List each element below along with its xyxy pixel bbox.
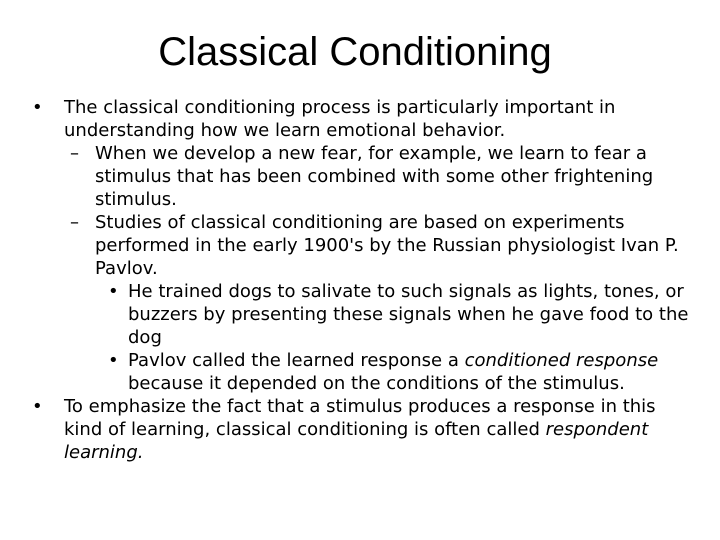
bullet-marker: •	[108, 350, 119, 371]
dash-marker: –	[70, 212, 79, 233]
bullet-marker: •	[32, 396, 43, 417]
bullet-item	[32, 395, 692, 464]
sub-sub-bullet-item	[32, 280, 692, 349]
sub-sub-bullet-text-lead: Pavlov called the learned response a	[128, 350, 465, 371]
bullet-text-lead: To emphasize the fact that a stimulus produces a response in this kind of learning, classical conditioning is often called	[64, 396, 656, 440]
slide-title: Classical Conditioning	[158, 30, 552, 74]
bullet-marker: •	[108, 281, 119, 302]
bullet-text: The classical conditioning process is particularly important in understanding how we learn emotional behavior.	[64, 97, 616, 141]
sub-sub-bullet-text: He trained dogs to salivate to such signals as lights, tones, or buzzers by presenting these signals when he gave food to the dog	[128, 281, 689, 348]
sub-sub-bullet-text-tail: because it depended on the conditions of the stimulus.	[128, 373, 625, 394]
bullet-list	[32, 96, 692, 464]
bullet-marker: •	[32, 97, 43, 118]
respondent-learning-term: respondent learning.	[64, 419, 649, 463]
sub-sub-bullet-item	[32, 349, 692, 395]
sub-bullet-text: When we develop a new fear, for example, we learn to fear a stimulus that has been combined with some other frightening stimulus.	[95, 143, 654, 210]
sub-bullet-item	[32, 142, 692, 211]
dash-marker: –	[70, 143, 79, 164]
sub-bullet-text: Studies of classical conditioning are based on experiments performed in the early 1900's by the Russian physiologist Ivan P. Pavlov.	[95, 212, 679, 279]
conditioned-response-term: conditioned response	[464, 350, 659, 371]
bullet-item	[32, 96, 692, 142]
sub-bullet-item	[32, 211, 692, 280]
